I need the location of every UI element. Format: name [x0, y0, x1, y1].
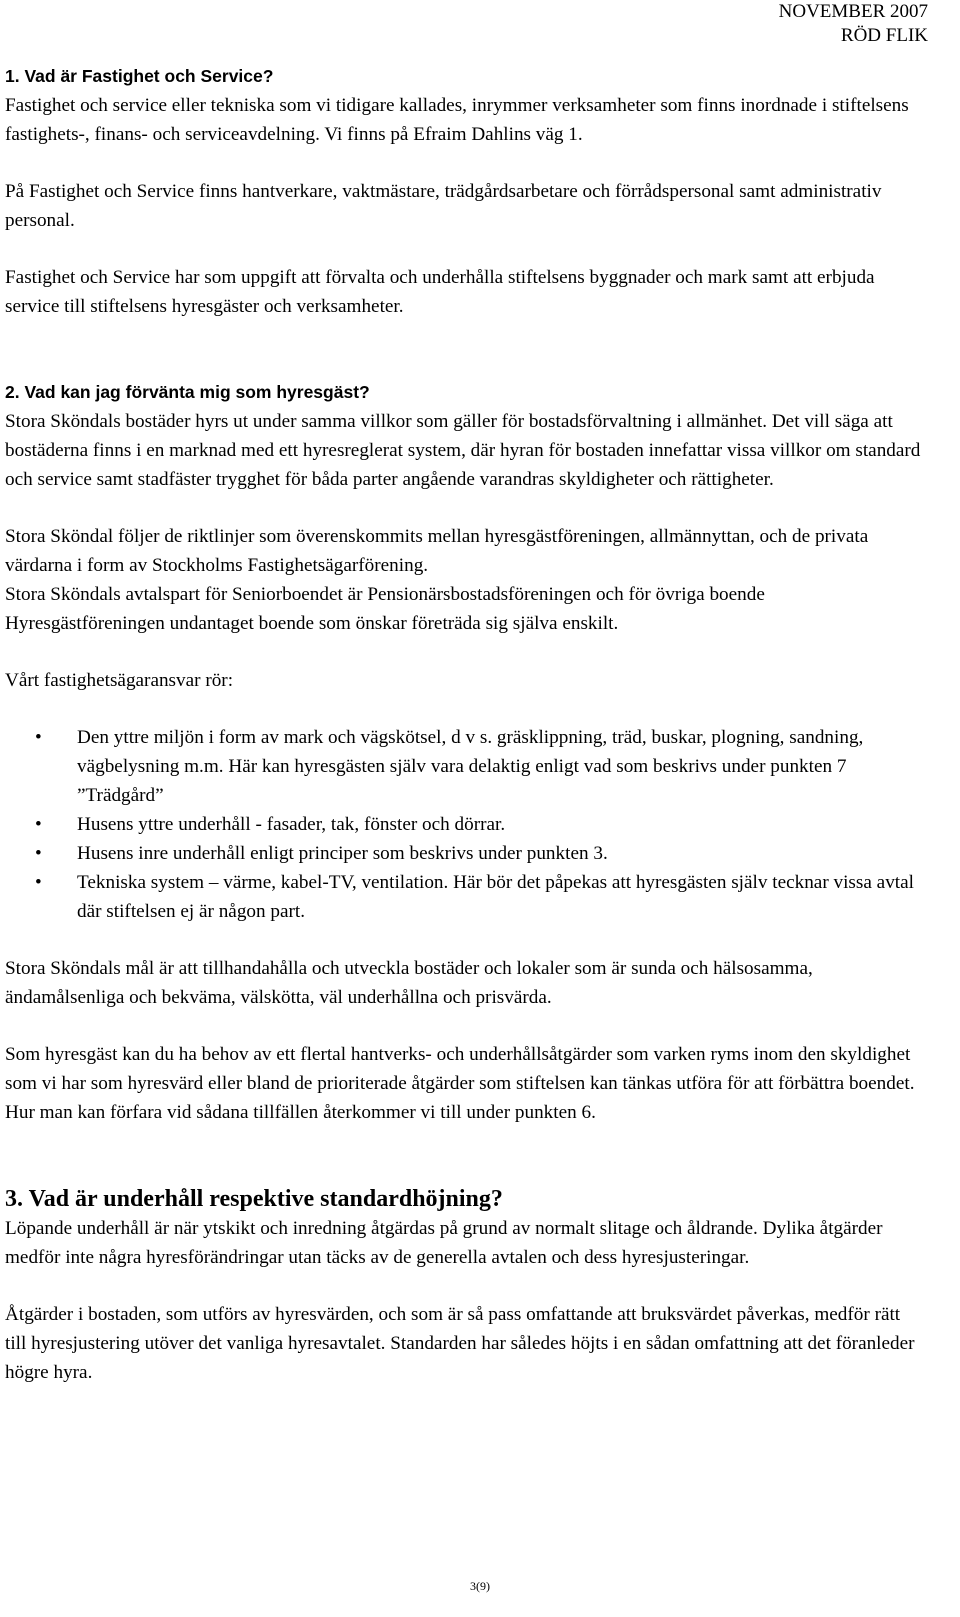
bullet-icon: •: [35, 843, 42, 864]
list-item: [5, 839, 925, 868]
page-number: 3(9): [470, 1579, 490, 1593]
bullet-icon: •: [35, 814, 42, 835]
bullet-icon: •: [35, 872, 42, 893]
section-1-paragraph-2: På Fastighet och Service finns hantverkare, vaktmästare, trädgårdsarbetare och förrådspersonal samt administrativ personal.: [5, 181, 882, 231]
bullet-icon: •: [35, 727, 42, 748]
header-tab-label: RÖD FLIK: [840, 25, 928, 46]
list-item: [5, 723, 925, 810]
list-item: [5, 868, 925, 926]
section-1-heading: 1. Vad är Fastighet och Service?: [5, 66, 274, 86]
section-1-paragraph-1: Fastighet och service eller tekniska som vi tidigare kallades, inrymmer verksamheter som finns inordnade i stiftelsens fastighets-, finans- och serviceavdelning. Vi finns på Efraim Dahlins väg 1.: [5, 95, 909, 145]
page-header: [779, 0, 928, 48]
list-item-text: Tekniska system – värme, kabel-TV, ventilation. Här bör det påpekas att hyresgästen själv tecknar vissa avtal där stiftelsen ej är någon part.: [77, 872, 914, 922]
list-item: [5, 810, 925, 839]
responsibility-list: [5, 723, 925, 926]
document-body: [5, 62, 925, 1387]
section-2-responsibility-intro: Vårt fastighetsägaransvar rör:: [5, 670, 234, 691]
section-1-paragraph-3: Fastighet och Service har som uppgift att förvalta och underhålla stiftelsens byggnader och mark samt att erbjuda service till stiftelsens hyresgäster och verksamheter.: [5, 267, 875, 317]
section-2-paragraph-5: Som hyresgäst kan du ha behov av ett flertal hantverks- och underhållsåtgärder som varken ryms inom den skyldighet som vi har som hyresvärd eller bland de prioriterade åtgärder som stiftelsen kan tänkas utföra för att förbättra boendet. Hur man kan förfara vid sådana tillfällen återkommer vi till under punkten 6.: [5, 1044, 915, 1123]
section-3-heading: 3. Vad är underhåll respektive standardhöjning?: [5, 1186, 503, 1212]
header-date: NOVEMBER 2007: [778, 1, 928, 22]
section-3-paragraph-1: Löpande underhåll är när ytskikt och inredning åtgärdas på grund av normalt slitage och åldrande. Dylika åtgärder medför inte några hyresförändringar utan täcks av de generella avtalen och dess hyresjusteringar.: [5, 1218, 883, 1268]
list-item-text: Den yttre miljön i form av mark och vägskötsel, d v s. gräsklippning, träd, buskar, plogning, sandning, vägbelysning m.m. Här kan hyresgästen själv vara delaktig enligt vad som beskrivs under punkten 7 ”Trädgård”: [77, 727, 864, 806]
section-3-paragraph-2: Åtgärder i bostaden, som utförs av hyresvärden, och som är så pass omfattande att bruksvärdet påverkas, medför rätt till hyresjustering utöver det vanliga hyresavtalet. Standarden har således höjts i en sådan omfattning att det föranleder högre hyra.: [5, 1304, 915, 1383]
section-2-paragraph-4: Stora Sköndals mål är att tillhandahålla och utveckla bostäder och lokaler som är sunda och hälsosamma, ändamålsenliga och bekväma, välskötta, väl underhållna och prisvärda.: [5, 958, 813, 1008]
section-2-heading: 2. Vad kan jag förvänta mig som hyresgäst?: [5, 382, 370, 402]
section-2-paragraph-2a: Stora Sköndal följer de riktlinjer som överenskommits mellan hyresgästföreningen, allmännyttan, och de privata värdarna i form av Stockholms Fastighetsägarförening.: [5, 526, 869, 576]
list-item-text: Husens inre underhåll enligt principer som beskrivs under punkten 3.: [77, 843, 608, 864]
section-2-paragraph-2b: Stora Sköndals avtalspart för Seniorboendet är Pensionärsbostadsföreningen och för övriga boende Hyresgästföreningen undantaget boende som önskar företräda sig själva enskilt.: [5, 584, 765, 634]
list-item-text: Husens yttre underhåll - fasader, tak, fönster och dörrar.: [77, 814, 506, 835]
section-2-paragraph-1: Stora Sköndals bostäder hyrs ut under samma villkor som gäller för bostadsförvaltning i allmänhet. Det vill säga att bostäderna finns i en marknad med ett hyresreglerat system, där hyran för bostaden innefattar vissa villkor om standard och service samt stadfäster trygghet för båda parter angående varandras skyldigheter och rättigheter.: [5, 411, 921, 490]
